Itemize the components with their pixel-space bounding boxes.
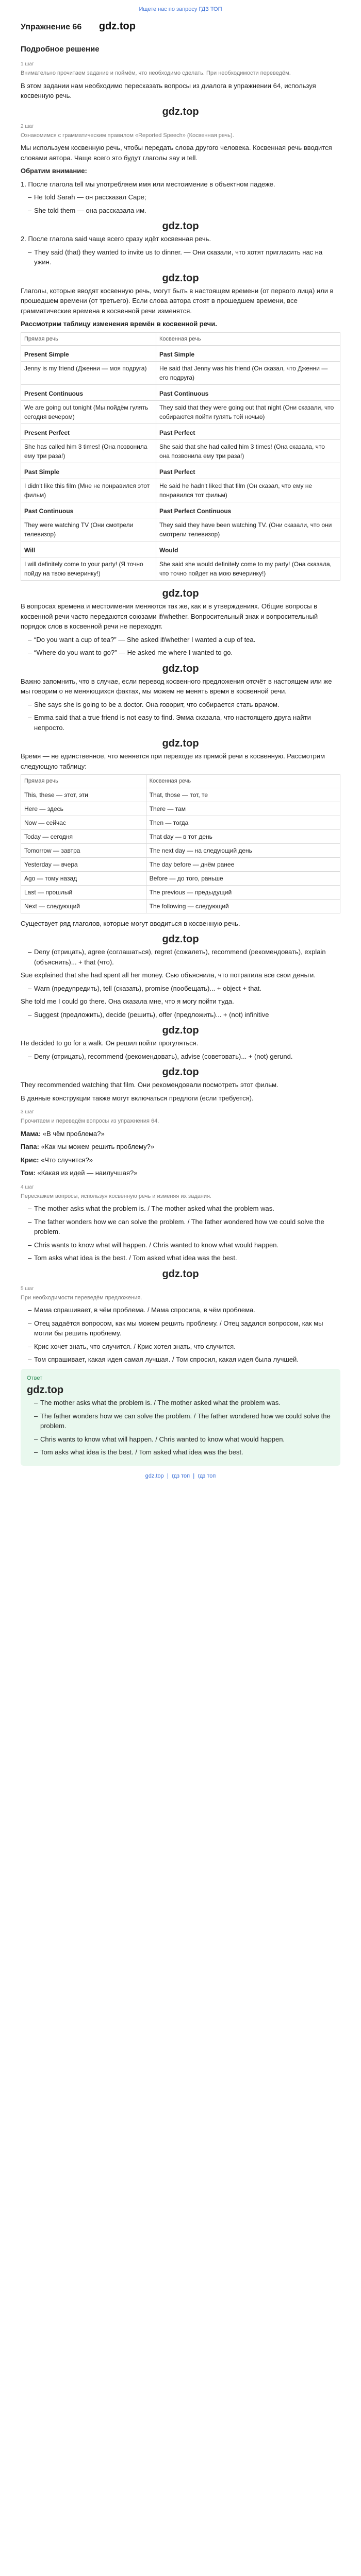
rule-text: Существует ряд глаголов, которые могут вводиться в косвенную речь. <box>21 919 240 927</box>
tense-name: Present Continuous <box>21 385 156 401</box>
dialog-line <box>21 1142 340 1152</box>
watermark: gdz.top <box>162 1066 199 1078</box>
table-cell: Here — здесь <box>21 802 146 816</box>
example-item: – She says she is going to be a doctor. Она говорит, что собирается стать врачом. <box>28 700 340 710</box>
verb-group: – Deny (отрицать), agree (соглашаться), regret (сожалеть), recommend (рекомендовать), explain (объяснить)... + that (что). <box>28 947 340 967</box>
tense-name: Would <box>156 541 340 557</box>
table-row <box>21 788 340 802</box>
table-cell: I didn't like this film (Мне не понравился этот фильм) <box>21 479 156 502</box>
rule-text: Время — не единственное, что меняется при переходе из прямой речи в косвенную. Рассмотрим следующую таблицу: <box>21 752 325 770</box>
table-cell: Ago — тому назад <box>21 871 146 885</box>
tense-name: Present Perfect <box>21 424 156 440</box>
answer-box <box>21 1369 340 1466</box>
top-note-link[interactable]: Ищете нас по запросу ГДЗ ТОП <box>139 6 222 12</box>
tense-name: Past Simple <box>21 463 156 479</box>
table-cell: The previous — предыдущий <box>146 885 340 899</box>
step-lead: Перескажем вопросы, используя косвенную речь и изменяя их задания. <box>21 1193 211 1199</box>
watermark: gdz.top <box>162 1025 199 1036</box>
table-row <box>21 816 340 829</box>
step-label: 1 шаг <box>21 61 34 67</box>
table-row <box>21 541 340 557</box>
table-cell: The next day — на следующий день <box>146 843 340 857</box>
table-cell: They said that they were going out that night (Они сказали, что собираются пойти гулять той ночью) <box>156 401 340 424</box>
table-cell: The following — следующий <box>146 899 340 913</box>
table-row <box>21 557 340 581</box>
rule-text: В вопросах времена и местоимения меняются так же, как и в утверждениях. Общие вопросы в косвенной речи часто передаются союзами if/whether. Вопросительный знак и вопросительный порядок слов в косвенной речи не переходят. <box>21 602 318 630</box>
example-text: They recommended watching that film. Они рекомендовали посмотреть этот фильм. <box>21 1081 278 1089</box>
step-lead: Внимательно прочитаем задание и поймём, что необходимо сделать. При необходимости переведём. <box>21 70 291 76</box>
list-item: – Крис хочет знать, что случится. / Крис хотел знать, что случится. <box>28 1342 340 1352</box>
rule-text: Важно запомнить, что в случае, если перевод косвенного предложения отсчёт в настоящем или же мы говорим о не меняющихся фактах, мы можем не менять время в косвенной речи. <box>21 677 332 695</box>
list-item: – Отец задаётся вопросом, как мы можем решить проблему. / Отец задался вопросом, как мы могли бы решить проблему. <box>28 1318 340 1338</box>
table-row <box>21 479 340 502</box>
table-row <box>21 518 340 541</box>
table-cell: Now — сейчас <box>21 816 146 829</box>
tense-name: Past Perfect Continuous <box>156 502 340 518</box>
rule-text: Глаголы, которые вводят косвенную речь, могут быть в настоящем времени (от первого лица) или в прошедшем времени (от третьего). Если слова автора стоят в прошедшем времени, все грамматические времена в косвенной речи изменятся. <box>21 286 334 315</box>
table-cell: That day — в тот день <box>146 829 340 843</box>
example-item: – He told Sarah — он рассказал Саре; <box>28 192 340 202</box>
example-item: – She told them — она рассказала им. <box>28 206 340 216</box>
table-cell: We are going out tonight (Мы пойдём гулять сегодня вечером) <box>21 401 156 424</box>
tense-name: Past Continuous <box>156 385 340 401</box>
table-row <box>21 829 340 843</box>
tense-name: Present Simple <box>21 346 156 362</box>
verb-group: – Deny (отрицать), recommend (рекомендовать), advise (советовать)... + (not) gerund. <box>28 1052 340 1062</box>
speaker: Папа: <box>21 1143 39 1150</box>
tense-name: Will <box>21 541 156 557</box>
list-item: – Tom asks what idea is the best. / Tom asked what idea was the best. <box>34 1447 334 1458</box>
watermark: gdz.top <box>27 1384 64 1396</box>
dialog-text: «Как мы можем решить проблему?» <box>41 1143 155 1150</box>
table-cell: She said that she had called him 3 times! (Она сказала, что она позвонила ему три раза!) <box>156 440 340 463</box>
table-cell: I will definitely come to your party! (Я точно пойду на твою вечеринку!) <box>21 557 156 581</box>
section-title: Подробное решение <box>21 44 100 54</box>
table-cell: Before — до того, раньше <box>146 871 340 885</box>
dialog-text: «Какая из идей — наилучшая?» <box>37 1169 138 1177</box>
watermark: gdz.top <box>162 106 199 117</box>
table-cell: They were watching TV (Они смотрели телевизор) <box>21 518 156 541</box>
watermark: gdz.top <box>162 221 199 232</box>
tense-name: Past Perfect <box>156 463 340 479</box>
table-cell: He said he hadn't liked that film (Он сказал, что ему не понравился тот фильм) <box>156 479 340 502</box>
table-cell: They said they have been watching TV. (Они сказали, что они смотрели телевизор) <box>156 518 340 541</box>
dialog-line <box>21 1129 340 1139</box>
table-cell: Yesterday — вчера <box>21 857 146 871</box>
step-label: 3 шаг <box>21 1109 34 1115</box>
verb-group: – Suggest (предложить), decide (решить), offer (предложить)... + (not) infinitive <box>28 1010 340 1020</box>
step-text: В этом задании нам необходимо пересказать вопросы из диалога в упражнении 64, используя косвенную речь. <box>21 81 316 99</box>
example-text: She told me I could go there. Она сказала мне, что я могу пойти туда. <box>21 997 234 1005</box>
table-row <box>21 463 340 479</box>
tense-name: Past Continuous <box>21 502 156 518</box>
table-cell: This, these — этот, эти <box>21 788 146 802</box>
list-item: – Tom asks what idea is the best. / Tom asked what idea was the best. <box>28 1253 340 1263</box>
answer-label: Ответ <box>27 1375 43 1381</box>
watermark: gdz.top <box>162 934 199 945</box>
dialog-text: «Что случится?» <box>41 1156 93 1164</box>
list-item: – Chris wants to know what will happen. / Chris wanted to know what would happen. <box>28 1240 340 1250</box>
step-lead: Ознакомимся с грамматическим правилом «Reported Speech» (Косвенная речь). <box>21 132 234 139</box>
speaker: Том: <box>21 1169 36 1177</box>
table-cell: Jenny is my friend (Дженни — моя подруга) <box>21 362 156 385</box>
table-row <box>21 857 340 871</box>
attention-heading: Обратим внимание: <box>21 167 87 175</box>
table-row <box>21 385 340 401</box>
dialog-line <box>21 1168 340 1178</box>
table-header: Прямая речь <box>21 775 146 788</box>
table-header: Косвенная речь <box>146 775 340 788</box>
table-cell: Next — следующий <box>21 899 146 913</box>
step-lead: При необходимости переведём предложения. <box>21 1294 142 1301</box>
table-row <box>21 362 340 385</box>
example-item: – They said (that) they wanted to invite us to dinner. — Они сказали, что хотят пригласить нас на ужин. <box>28 247 340 267</box>
table-header: Косвенная речь <box>156 332 340 346</box>
table-cell: Today — сегодня <box>21 829 146 843</box>
rule-text: В данные конструкции также могут включаться предлоги (если требуется). <box>21 1094 254 1102</box>
list-item: – The mother asks what the problem is. / The mother asked what the problem was. <box>34 1398 334 1408</box>
tense-table <box>21 332 340 581</box>
watermark: gdz.top <box>162 738 199 749</box>
footer-links[interactable]: gdz.top ❘ гдз топ ❘ гдз топ <box>145 1472 216 1479</box>
example-text: He decided to go for a walk. Он решил пойти прогуляться. <box>21 1039 199 1047</box>
watermark: gdz.top <box>162 1268 199 1280</box>
table-cell: She has called him 3 times! (Она позвонила ему три раза!) <box>21 440 156 463</box>
page <box>10 0 351 1489</box>
example-item: – “Do you want a cup of tea?” — She asked if/whether I wanted a cup of tea. <box>28 635 340 645</box>
rule-text: 2. После глагола said чаще всего сразу идёт косвенная речь. <box>21 235 211 243</box>
list-item: – The father wonders how we can solve the problem. / The father wondered how we could solve the problem. <box>28 1217 340 1237</box>
step-label: 4 шаг <box>21 1184 34 1190</box>
table-header: Прямая речь <box>21 332 156 346</box>
dialog-line <box>21 1155 340 1165</box>
list-item: – The mother asks what the problem is. / The mother asked what the problem was. <box>28 1204 340 1214</box>
watermark: gdz.top <box>99 20 136 32</box>
speaker: Крис: <box>21 1156 39 1164</box>
table-cell: Tomorrow — завтра <box>21 843 146 857</box>
list-item: – Том спрашивает, какая идея самая лучшая. / Том спросил, какая идея была лучшей. <box>28 1354 340 1365</box>
speaker: Мама: <box>21 1129 41 1138</box>
step-label: 2 шаг <box>21 123 34 129</box>
step-lead: Прочитаем и переведём вопросы из упражнения 64. <box>21 1118 159 1124</box>
rule-text: Мы используем косвенную речь, чтобы передать слова другого человека. Косвенная речь вводится словами автора. Чаще всего это будут глаголы say и tell. <box>21 144 332 162</box>
table-cell: Then — тогда <box>146 816 340 829</box>
verb-group: – Warn (предупредить), tell (сказать), promise (пообещать)... + object + that. <box>28 984 340 994</box>
table-cell: Last — прошлый <box>21 885 146 899</box>
tense-name: Past Perfect <box>156 424 340 440</box>
page-title: Упражнение 66 <box>21 22 82 31</box>
example-text: Sue explained that she had spent all her money. Сью объяснила, что потратила все свои деньги. <box>21 971 316 979</box>
table-cell: She said she would definitely come to my party! (Она сказала, что точно пойдет на мою вечеринку!) <box>156 557 340 581</box>
table-row <box>21 802 340 816</box>
watermark: gdz.top <box>162 663 199 674</box>
list-item: – The father wonders how we can solve the problem. / The father wondered how we could solve the problem. <box>34 1411 334 1431</box>
table-caption: Рассмотрим таблицу изменения времён в косвенной речи. <box>21 320 217 328</box>
table-row <box>21 424 340 440</box>
table-cell: That, those — тот, те <box>146 788 340 802</box>
tense-name: Past Simple <box>156 346 340 362</box>
words-table <box>21 774 340 913</box>
table-cell: The day before — днём ранее <box>146 857 340 871</box>
dialog-text: «В чём проблема?» <box>42 1129 105 1138</box>
table-row <box>21 502 340 518</box>
example-item: – Emma said that a true friend is not easy to find. Эмма сказала, что настоящего друга найти непросто. <box>28 713 340 733</box>
example-item: – “Where do you want to go?” — He asked me where I wanted to go. <box>28 648 340 658</box>
step-label: 5 шаг <box>21 1285 34 1292</box>
list-item: – Chris wants to know what will happen. / Chris wanted to know what would happen. <box>34 1434 334 1445</box>
watermark: gdz.top <box>162 588 199 599</box>
table-cell: There — там <box>146 802 340 816</box>
rule-text: 1. После глагола tell мы употребляем имя или местоимение в объектном падеже. <box>21 180 275 188</box>
table-row <box>21 899 340 913</box>
table-row <box>21 401 340 424</box>
table-row <box>21 885 340 899</box>
list-item: – Мама спрашивает, в чём проблема. / Мама спросила, в чём проблема. <box>28 1305 340 1315</box>
table-row <box>21 843 340 857</box>
title-row <box>21 17 340 36</box>
watermark: gdz.top <box>162 272 199 284</box>
table-row <box>21 871 340 885</box>
table-row <box>21 440 340 463</box>
table-cell: He said that Jenny was his friend (Он сказал, что Дженни — его подруга) <box>156 362 340 385</box>
table-row <box>21 346 340 362</box>
